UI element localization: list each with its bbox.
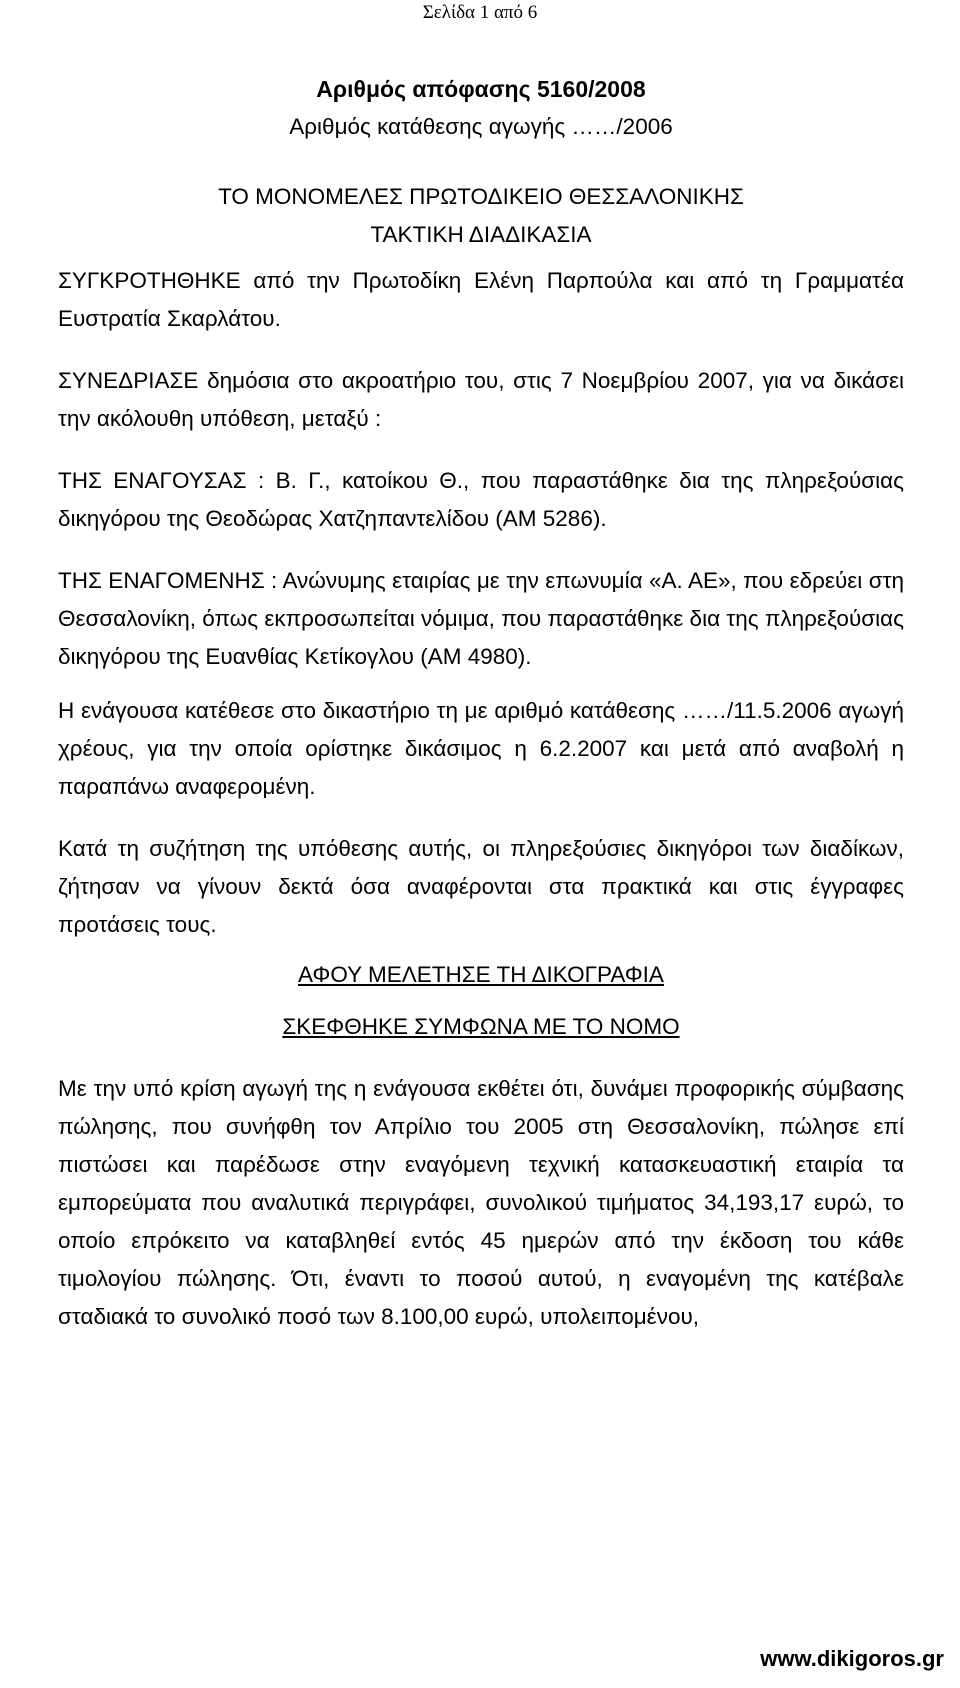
procedure-type: ΤΑΚΤΙΚΗ ΔΙΑΔΙΚΑΣΙΑ — [370, 222, 592, 247]
filing-number: Αριθμός κατάθεσης αγωγής ……/2006 — [289, 114, 673, 139]
lawsuit-paragraph: Η ενάγουσα κατέθεσε στο δικαστήριο τη με αριθμό κατάθεσης ……/11.5.2006 αγωγή χρέους, για την οποία ορίστηκε δικάσιμος η 6.2.2007 και μετά από αναβολή η παραπάνω αναφερομένη. — [58, 698, 904, 799]
session-paragraph: ΣΥΝΕΔΡΙΑΣΕ δημόσια στο ακροατήριο του, στις 7 Νοεμβρίου 2007, για να δικάσει την ακόλουθη υπόθεση, μεταξύ : — [58, 368, 904, 431]
court-heading — [58, 178, 904, 254]
defendant-paragraph: ΤΗΣ ΕΝΑΓΟΜΕΝΗΣ : Ανώνυμης εταιρίας με την επωνυμία «Α. ΑΕ», που εδρεύει στη Θεσσαλονίκη, όπως εκπροσωπείται νόμιμα, που παραστάθηκε δια της πληρεξούσιας δικηγόρου της Ευανθίας Κετίκογλου (ΑΜ 4980). — [58, 568, 904, 669]
heading-studied: ΑΦΟΥ ΜΕΛΕΤΗΣΕ ΤΗ ΔΙΚΟΓΡΑΦΙΑ — [298, 962, 664, 987]
document-body — [58, 70, 904, 1336]
page-number-header: Σελίδα 1 από 6 — [422, 2, 538, 23]
claim-paragraph: Με την υπό κρίση αγωγή της η ενάγουσα εκθέτει ότι, δυνάμει προφορικής σύμβασης πώλησης, που συνήφθη τον Απρίλιο του 2005 στη Θεσσαλονίκη, πώλησε επί πιστώσει και παρέδωσε στην εναγόμενη τεχνική κατασκευαστική εταιρία τα εμπορεύματα που αναλυτικά περιγράφει, συνολικού τιμήματος 34,193,17 ευρώ, το οποίο επρόκειτο να καταβληθεί εντός 45 ημερών από την έκδοση του κάθε τιμολογίου πώλησης. Ότι, έναντι το ποσού αυτού, η εναγομένη της κατέβαλε σταδιακά το συνολικό ποσό των 8.100,00 ευρώ, υπολειπομένου, — [58, 1076, 904, 1329]
heading-considered: ΣΚΕΦΘΗΚΕ ΣΥΜΦΩΝΑ ΜΕ ΤΟ ΝΟΜΟ — [282, 1014, 680, 1039]
plaintiff-paragraph: ΤΗΣ ΕΝΑΓΟΥΣΑΣ : Β. Γ., κατοίκου Θ., που παραστάθηκε δια της πληρεξούσιας δικηγόρου της Θεοδώρας Χατζηπαντελίδου (ΑΜ 5286). — [58, 468, 904, 531]
decision-number: Αριθμός απόφασης 5160/2008 — [316, 76, 646, 102]
footer-website: www.dikigoros.gr — [760, 1646, 944, 1671]
court-name: ΤΟ ΜΟΝΟΜΕΛΕΣ ΠΡΩΤΟΔΙΚΕΙΟ ΘΕΣΣΑΛΟΝΙΚΗΣ — [218, 184, 744, 209]
composition-paragraph: ΣΥΓΚΡΟΤΗΘΗΚΕ από την Πρωτοδίκη Ελένη Παρπούλα και από τη Γραμματέα Ευστρατία Σκαρλάτου. — [58, 268, 904, 331]
discussion-paragraph: Κατά τη συζήτηση της υπόθεσης αυτής, οι πληρεξούσιες δικηγόροι των διαδίκων, ζήτησαν να γίνουν δεκτά όσα αναφέρονται στα πρακτικά και στις έγγραφες προτάσεις τους. — [58, 836, 904, 937]
